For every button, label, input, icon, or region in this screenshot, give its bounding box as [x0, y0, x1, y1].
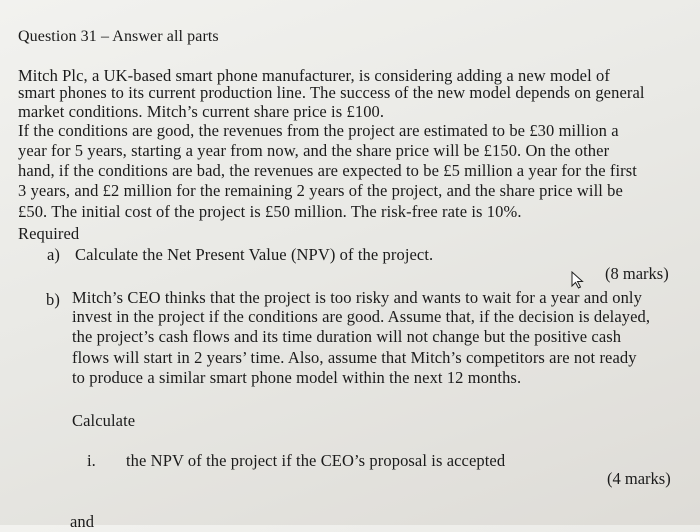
- paragraph-line-1: Mitch Plc, a UK-based smart phone manufacturer, is considering adding a new model of: [18, 66, 610, 85]
- paragraph-line-7: 3 years, and £2 million for the remaining 2 years of the project, and the share price will be: [18, 181, 623, 200]
- question-heading: Question 31 – Answer all parts: [18, 28, 219, 45]
- part-a-label: a): [47, 245, 61, 264]
- paragraph-line-2: smart phones to its current production line. The success of the new model depends on general: [18, 83, 645, 102]
- required-label: Required: [18, 224, 80, 243]
- paragraph-line-3: market conditions. Mitch’s current share price is £100.: [18, 102, 385, 121]
- trailing-text: and: [70, 512, 95, 531]
- part-b-line-5: to produce a similar smart phone model within the next 12 months.: [72, 368, 522, 387]
- sub-part-i-text: the NPV of the project if the CEO’s proposal is accepted: [126, 451, 506, 470]
- mouse-pointer-icon: [570, 271, 586, 289]
- part-b-line-2: invest in the project if the conditions are good. Assume that, if the decision is delayed,: [72, 307, 651, 326]
- paragraph-line-6: hand, if the conditions are bad, the revenues are expected to be £5 million a year for the first: [18, 161, 637, 180]
- calculate-label: Calculate: [72, 411, 136, 430]
- paragraph-line-8: £50. The initial cost of the project is £50 million. The risk-free rate is 10%.: [18, 202, 522, 221]
- part-a-marks: (8 marks): [605, 264, 669, 283]
- part-b-label: b): [46, 290, 60, 309]
- part-b-line-3: the project’s cash flows and its time duration will not change but the positive cash: [72, 327, 622, 346]
- part-b-line-4: flows will start in 2 years’ time. Also, assume that Mitch’s competitors are not ready: [72, 348, 637, 367]
- paragraph-line-4: If the conditions are good, the revenues from the project are estimated to be £30 million a: [18, 121, 619, 140]
- paragraph-line-5: year for 5 years, starting a year from now, and the share price will be £150. On the other: [18, 141, 610, 160]
- sub-part-i-marks: (4 marks): [607, 469, 671, 488]
- part-a-text: Calculate the Net Present Value (NPV) of the project.: [75, 245, 434, 264]
- sub-part-i-label: i.: [87, 451, 96, 470]
- part-b-line-1: Mitch’s CEO thinks that the project is too risky and wants to wait for a year and only: [72, 288, 642, 307]
